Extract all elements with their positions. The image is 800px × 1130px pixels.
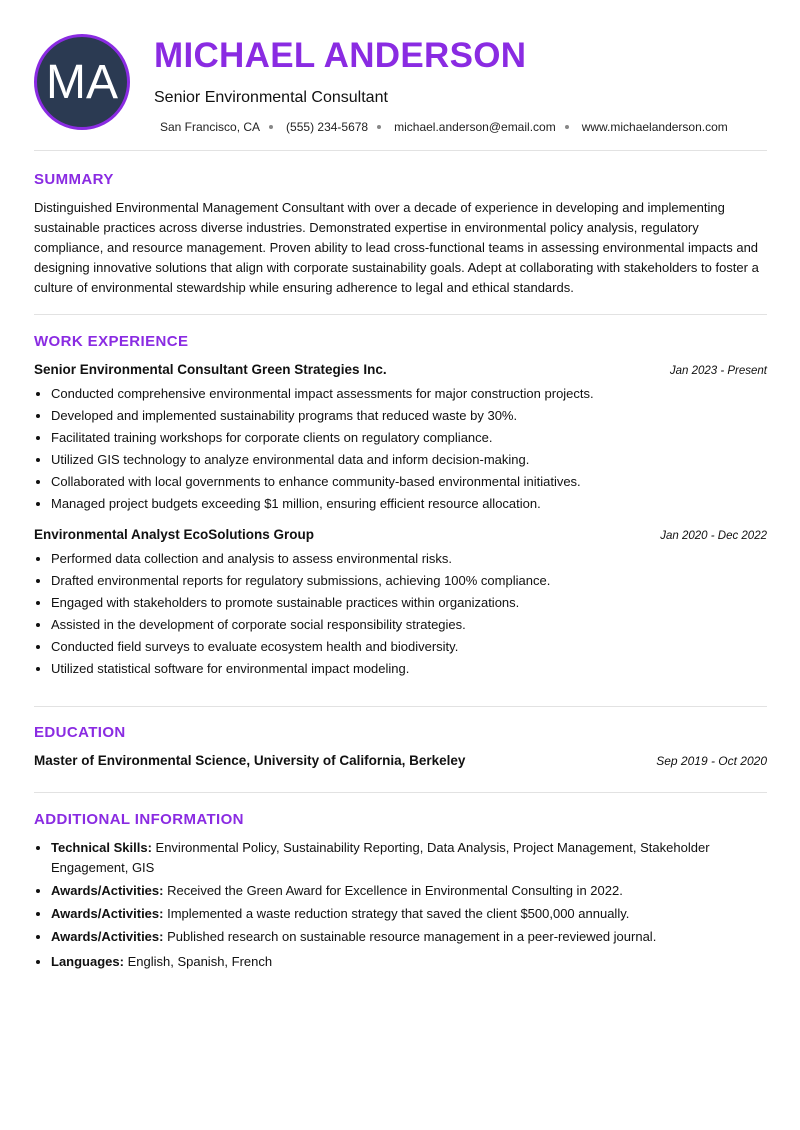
item-label: Awards/Activities: (51, 883, 164, 898)
item-text: Received the Green Award for Excellence in Environmental Consulting in 2022. (163, 883, 623, 898)
education-degree: Master of Environmental Science, University of California, Berkeley (34, 753, 466, 768)
separator-dot (269, 125, 273, 129)
job-role: Environmental Analyst EcoSolutions Group (34, 527, 315, 542)
list-item: • Collaborated with local governments to enhance community-based environmental initiatives. (51, 471, 767, 493)
item-text: Environmental Policy, Sustainability Reporting, Data Analysis, Project Management, Stakeholder Engagement, GIS (51, 840, 710, 875)
languages-item (51, 952, 767, 972)
list-item: • Drafted environmental reports for regulatory submissions, achieving 100% compliance. (51, 570, 767, 592)
list-item (51, 904, 767, 924)
list-item (51, 838, 767, 878)
job-bullets (34, 548, 767, 680)
summary-section (34, 151, 767, 314)
avatar: MA (34, 34, 130, 130)
candidate-name: MICHAEL ANDERSON (154, 36, 527, 75)
work-experience-heading: WORK EXPERIENCE (34, 333, 189, 350)
contact-phone: (555) 234-5678 (286, 120, 369, 134)
contact-website: www.michaelanderson.com (581, 120, 728, 134)
job-header (34, 527, 767, 542)
list-item: • Conducted comprehensive environmental impact assessments for major construction projects. (51, 383, 767, 405)
job-bullets (34, 383, 767, 515)
summary-heading: SUMMARY (34, 171, 114, 188)
contact-location: San Francisco, CA (160, 120, 261, 134)
work-experience-section (34, 315, 767, 706)
item-text: English, Spanish, French (123, 954, 273, 969)
job-dates: Jan 2020 - Dec 2022 (660, 530, 767, 542)
item-label: Awards/Activities: (51, 906, 164, 921)
separator-dot (377, 125, 381, 129)
item-label: Awards/Activities: (51, 929, 164, 944)
list-item: • Facilitated training workshops for corporate clients on regulatory compliance. (51, 427, 767, 449)
list-item: • Conducted field surveys to evaluate ecosystem health and biodiversity. (51, 636, 767, 658)
item-label: Technical Skills: (51, 840, 152, 855)
additional-info-list (34, 838, 767, 972)
resume-header (34, 0, 767, 150)
list-item (51, 881, 767, 901)
contact-email: michael.anderson@email.com (394, 120, 556, 134)
job-role: Senior Environmental Consultant Green Strategies Inc. (34, 362, 387, 377)
list-item: • Utilized statistical software for environmental impact modeling. (51, 658, 767, 680)
additional-info-section (34, 793, 767, 972)
item-label: Languages: (51, 954, 124, 969)
additional-info-heading: ADDITIONAL INFORMATION (34, 811, 244, 828)
list-item: • Utilized GIS technology to analyze environmental data and inform decision-making. (51, 449, 767, 471)
job-entry (34, 527, 767, 680)
list-item: • Managed project budgets exceeding $1 million, ensuring efficient resource allocation. (51, 493, 767, 515)
education-dates: Sep 2019 - Oct 2020 (656, 754, 767, 768)
contact-line (160, 120, 728, 134)
separator-dot (565, 125, 569, 129)
list-item: • Performed data collection and analysis to assess environmental risks. (51, 548, 767, 570)
education-entry (34, 753, 767, 768)
education-heading: EDUCATION (34, 724, 126, 741)
item-text: Published research on sustainable resource management in a peer-reviewed journal. (163, 929, 657, 944)
job-header (34, 362, 767, 377)
list-item: • Developed and implemented sustainability programs that reduced waste by 30%. (51, 405, 767, 427)
summary-text: Distinguished Environmental Management Consultant with over a decade of experience in developing and implementing sustainable practices across diverse industries. Demonstrated expertise in environmental policy analysis, regulatory compliance, and resource management. Proven ability to lead cross-functional teams in assessing environmental impacts and designing innovative solutions that align with corporate sustainability goals. Adept at collaborating with stakeholders to foster a culture of environmental stewardship while ensuring adherence to legal and ethical standards. (34, 200, 759, 295)
item-text: Implemented a waste reduction strategy that saved the client $500,000 annually. (163, 906, 630, 921)
education-section (34, 707, 767, 792)
list-item: • Assisted in the development of corporate social responsibility strategies. (51, 614, 767, 636)
candidate-title: Senior Environmental Consultant (154, 89, 388, 106)
list-item: • Engaged with stakeholders to promote sustainable practices within organizations. (51, 592, 767, 614)
job-entry (34, 362, 767, 515)
list-item (51, 927, 767, 947)
job-dates: Jan 2023 - Present (669, 365, 767, 377)
